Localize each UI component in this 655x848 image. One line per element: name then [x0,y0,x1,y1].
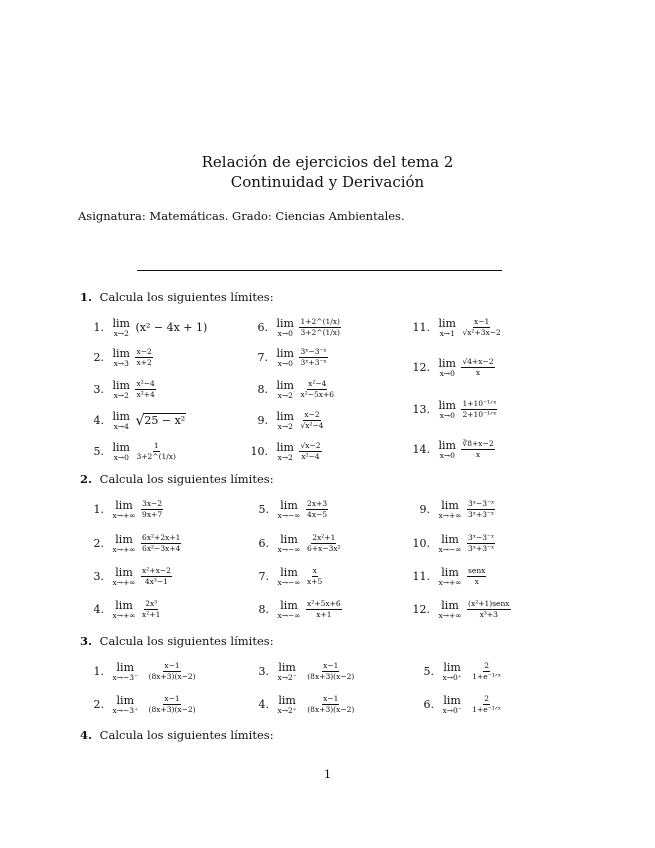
exercise-1-5 [90,442,177,462]
exercise-number: 4. [93,413,104,427]
exercise-2-12 [412,600,511,620]
exercise-number: 9. [419,502,430,516]
exercise-2-5 [255,500,328,520]
limit-operator: lim x→+∞ [112,566,136,587]
exercise-number: 9. [257,413,268,427]
title-line-1: Relación de ejercicios del tema 2 [201,153,454,171]
exercise-number: 3. [93,569,104,583]
fraction: $\frac{\text{x²−4}}{\text{x²−5x+6}}$ [300,379,335,400]
limit-operator: lim x→−∞ [277,499,301,520]
exercise-2-2 [90,534,181,554]
section-number: 2. [80,472,93,486]
limit-operator: lim x→+∞ [438,599,462,620]
section-heading-text: Calcula los siguientes límites: [99,728,274,742]
fraction: $\frac{x}{x+5}$ [307,566,323,587]
horizontal-rule [137,270,502,271]
exercise-number: 10. [250,444,268,458]
fraction: $\frac{x-1}{(8x+3)(x-2)}$ [307,694,355,715]
fraction: $\frac{2}{\text{1+e⁻¹ᐟˣ}}$ [472,661,502,682]
limit-operator: lim x→+∞ [112,533,136,554]
exercise-3-1 [90,662,197,682]
fraction: $\frac{\text{x²−4}}{\text{x²+4}}$ [136,379,155,400]
limit-operator: lim x→0 [438,399,456,420]
section-heading-text: Calcula los siguientes límites: [99,634,274,648]
exercise-number: 3. [258,664,269,678]
exercise-1-3 [90,380,156,400]
fraction: $\frac{√x-2}{\text{x²−4}}$ [300,441,321,462]
fraction: $\frac{\text{x²+5x+6}}{x+1}$ [307,599,341,620]
limit-operator: lim x→2 [112,317,130,338]
exercise-2-6 [255,534,342,554]
limit-operator: lim x→0⁺ [442,661,462,682]
section-number: 1. [80,290,93,304]
fraction: $\frac{\text{2x²+1}}{\text{6+x−3x²}}$ [307,533,341,554]
exercise-3-3 [255,662,355,682]
fraction: $\frac{\text{senx}}{x}$ [468,566,486,587]
exercise-number: 1. [93,664,104,678]
limit-operator: lim x→2 [276,441,294,462]
exercise-number: 5. [423,664,434,678]
exercise-number: 5. [258,502,269,516]
exercise-2-10 [412,534,495,554]
exercise-3-5 [420,662,502,682]
exercise-1-1 [90,318,207,338]
fraction: $\frac{\text{(x²+1)senx}}{\text{x³+3}}$ [468,599,510,620]
limit-operator: lim x→0⁻ [442,694,462,715]
fraction: $\frac{x-1}{(8x+3)(x-2)}$ [148,661,196,682]
radicand: 25 − x² [144,414,186,428]
limit-operator: lim x→0 [112,441,130,462]
exercise-number: 7. [258,569,269,583]
exercise-1-4 [90,411,186,431]
exercise-number: 6. [258,536,269,550]
exercise-number: 1. [93,320,104,334]
limit-operator: lim x→−∞ [277,533,301,554]
section-heading-text: Calcula los siguientes límites: [99,290,274,304]
limit-operator: lim x→2 [276,379,294,400]
limit-operator: lim x→0 [438,357,456,378]
limit-operator: lim x→2⁻ [277,661,297,682]
section-number: 4. [80,728,93,742]
section-number: 3. [80,634,93,648]
fraction: $\frac{2}{\text{1+e⁻¹ᐟˣ}}$ [472,694,502,715]
exercise-2-1 [90,500,163,520]
fraction: $\frac{x-2}{x+2}$ [136,347,152,368]
exercise-number: 2. [93,350,104,364]
section-3-heading [80,634,274,648]
fraction: $\frac{3x-2}{9x+7}$ [142,499,163,520]
section-4-heading [80,728,274,742]
fraction: $\frac{1}{3+2\^{}(1/x)}$ [136,441,176,462]
exercise-number: 3. [93,382,104,396]
limit-operator: lim x→2 [276,410,294,431]
limit-operator: lim x→4 [112,410,130,431]
exercise-1-11 [412,318,502,338]
exercise-2-3 [90,567,172,587]
document-title [0,152,655,192]
exercise-2-7 [255,567,323,587]
exercise-number: 11. [412,569,430,583]
exercise-number: 12. [412,360,430,374]
exercise-number: 5. [93,444,104,458]
section-1-heading [80,290,274,304]
limit-operator: lim x→+∞ [438,499,462,520]
exercise-number: 8. [257,382,268,396]
limit-operator: lim x→−∞ [277,566,301,587]
exercise-3-4 [255,695,355,715]
limit-operator: lim x→3 [112,347,130,368]
sqrt-symbol: √ [135,412,145,429]
exercise-number: 13. [412,402,430,416]
fraction: $\frac{x-1}{(8x+3)(x-2)}$ [307,661,355,682]
exercise-1-14 [412,440,495,460]
limit-operator: lim x→−∞ [277,599,301,620]
limit-operator: lim x→2⁺ [277,694,297,715]
limit-expression: (x² − 4x + 1) [135,321,208,335]
exercise-2-11 [412,567,486,587]
exercise-number: 4. [258,697,269,711]
limit-operator: lim x→2 [112,379,130,400]
fraction: $\frac{x-1}{(8x+3)(x-2)}$ [148,694,196,715]
exercise-number: 2. [93,697,104,711]
fraction: $\frac{\text{3ˣ−3⁻ˣ}}{\text{3ˣ+3⁻ˣ}}$ [300,347,327,368]
exercise-1-2 [90,348,153,368]
limit-operator: lim x→0 [438,439,456,460]
exercise-number: 6. [257,320,268,334]
exercise-1-10 [250,442,322,462]
exercise-number: 2. [93,536,104,550]
limit-operator: lim x→−∞ [438,533,462,554]
fraction: $\frac{\text{3ˣ−3⁻ˣ}}{\text{3ˣ+3⁻ˣ}}$ [468,533,495,554]
page-number: 1 [323,767,332,781]
exercise-1-9 [250,411,325,431]
fraction: $\frac{√4+x-2}{x}$ [462,357,494,378]
exercise-number: 14. [412,442,430,456]
exercise-3-6 [420,695,502,715]
exercise-1-8 [250,380,335,400]
fraction: $\frac{x-2}{\text{√x²−4}}$ [300,410,324,431]
exercise-number: 10. [412,536,430,550]
exercise-1-6 [250,318,341,338]
exercise-2-8 [255,600,342,620]
limit-operator: lim x→+∞ [438,566,462,587]
exercise-number: 7. [257,350,268,364]
subject-line: Asignatura: Matemáticas. Grado: Ciencias Ambientales. [78,209,405,223]
exercise-number: 8. [258,602,269,616]
fraction: $\frac{2x+3}{4x-5}$ [307,499,328,520]
exercise-1-13 [412,400,497,420]
exercise-number: 1. [93,502,104,516]
limit-operator: lim x→−3⁻ [112,661,139,682]
fraction: $\frac{\text{3ˣ−3⁻ˣ}}{\text{3ˣ+3⁻ˣ}}$ [468,499,495,520]
fraction: $\frac{∛8+x-2}{x}$ [462,439,494,460]
fraction: $\frac{\text{1+10⁻¹ᐟˣ}}{\text{2+10⁻¹ᐟˣ}}$ [462,399,497,420]
fraction: $\frac{\text{x²+x−2}}{\text{4x³−1}}$ [142,566,171,587]
exercise-1-12 [412,358,495,378]
section-heading-text: Calcula los siguientes límites: [99,472,274,486]
title-line-2: Continuidad y Derivación [230,173,425,191]
fraction: $\frac{1+2\^{}(1/x)}{3+2\^{}(1/x)}$ [300,317,340,338]
limit-operator: lim x→+∞ [112,499,136,520]
fraction: $\frac{\text{2x³}}{\text{x²+1}}$ [142,599,161,620]
fraction: $\frac{\text{6x²+2x+1}}{\text{6x²−3x+4}}$ [142,533,181,554]
exercise-number: 4. [93,602,104,616]
fraction: $\frac{x-1}{\text{√x²+3x−2}}$ [462,317,501,338]
exercise-number: 11. [412,320,430,334]
exercise-number: 12. [412,602,430,616]
limit-operator: lim x→1 [438,317,456,338]
exercise-number: 6. [423,697,434,711]
exercise-1-7 [250,348,328,368]
limit-operator: lim x→+∞ [112,599,136,620]
limit-operator: lim x→0 [276,317,294,338]
section-2-heading [80,472,274,486]
exercise-2-4 [90,600,161,620]
limit-operator: lim x→0 [276,347,294,368]
exercise-3-2 [90,695,197,715]
exercise-2-9 [412,500,495,520]
limit-operator: lim x→−3⁺ [112,694,139,715]
